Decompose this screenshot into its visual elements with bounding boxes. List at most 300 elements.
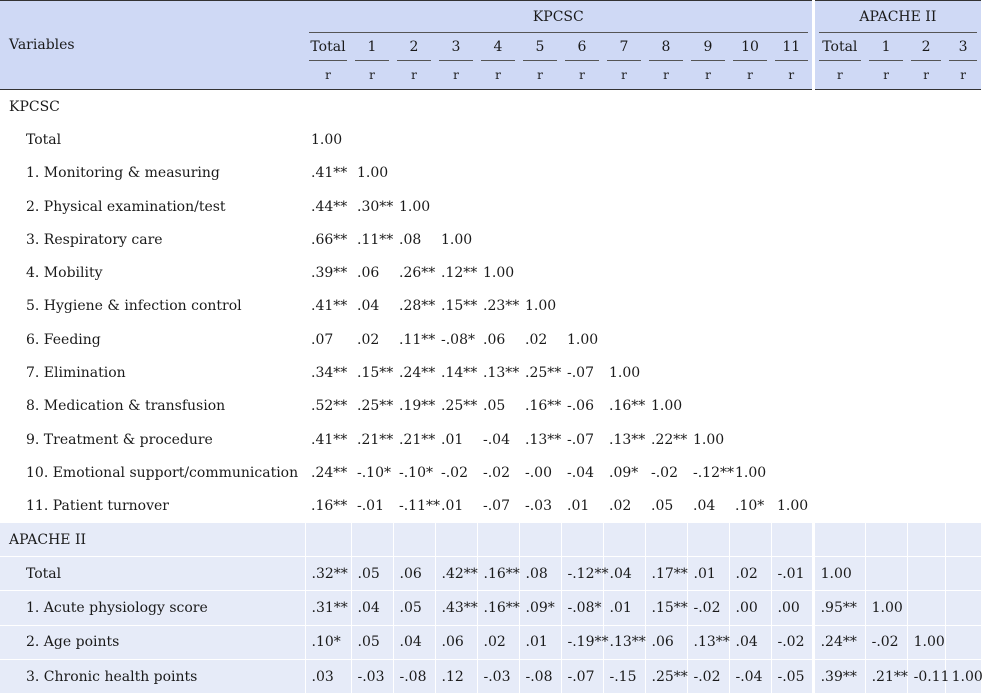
stat-label: r [579, 68, 585, 82]
apache-group-header: APACHE II [813, 1, 981, 34]
table-row [0, 557, 981, 591]
correlation-cell [813, 123, 865, 156]
correlation-cell: .01 [687, 557, 729, 591]
correlation-cell: .13** [609, 431, 646, 448]
col-header: 2 [393, 33, 435, 61]
table-row [0, 625, 981, 659]
correlation-cell: -0.11 [907, 660, 945, 694]
correlation-cell: 1.00 [865, 591, 907, 625]
correlation-cell: -.06 [567, 398, 594, 415]
apache-section [0, 523, 981, 694]
correlation-cell [477, 157, 519, 190]
correlation-cell: 1.00 [907, 625, 945, 659]
correlation-cell [813, 157, 865, 190]
correlation-cell: .17** [645, 557, 687, 591]
correlation-cell: -.08 [393, 660, 435, 694]
correlation-cell: 1.00 [609, 365, 641, 382]
correlation-cell [771, 456, 813, 489]
correlation-cell: -.05 [771, 660, 813, 694]
row-label: 3. Chronic health points [0, 660, 305, 694]
col-header: 3 [435, 33, 477, 61]
correlation-cell [813, 323, 865, 356]
correlation-cell [865, 290, 907, 323]
correlation-cell [771, 223, 813, 256]
stat-label: r [923, 68, 929, 82]
correlation-cell [561, 290, 603, 323]
correlation-cell [945, 423, 981, 456]
correlation-cell [435, 123, 477, 156]
correlation-cell [603, 290, 645, 323]
correlation-cell [865, 190, 907, 223]
correlation-cell: .13** [603, 625, 645, 659]
correlation-cell [687, 390, 729, 423]
correlation-cell: .00 [729, 591, 771, 625]
table-row [0, 456, 981, 489]
col-header: 1 [865, 33, 907, 61]
correlation-cell: .28** [399, 298, 436, 315]
correlation-cell [771, 190, 813, 223]
correlation-cell [813, 390, 865, 423]
correlation-cell [603, 223, 645, 256]
row-label: 3. Respiratory care [26, 231, 163, 248]
table-row [0, 356, 981, 389]
correlation-cell [729, 323, 771, 356]
correlation-cell [687, 223, 729, 256]
correlation-cell: 1.00 [735, 464, 767, 481]
correlation-cell: .04 [351, 591, 393, 625]
correlation-cell: .34** [311, 365, 348, 382]
section-title: APACHE II [0, 523, 305, 557]
correlation-cell [945, 223, 981, 256]
stat-label: r [411, 68, 417, 82]
correlation-cell [865, 490, 907, 523]
correlation-cell: .05 [351, 625, 393, 659]
correlation-cell: .25** [441, 398, 478, 415]
correlation-cell: .39** [311, 265, 348, 282]
correlation-cell: .01 [441, 431, 464, 448]
row-label: 1. Monitoring & measuring [26, 165, 220, 182]
correlation-cell [771, 356, 813, 389]
correlation-cell: -.19** [561, 625, 603, 659]
correlation-cell: .52** [311, 398, 348, 415]
correlation-cell [771, 290, 813, 323]
correlation-cell [945, 625, 981, 659]
correlation-cell [907, 223, 945, 256]
correlation-cell: .41** [311, 298, 348, 315]
correlation-cell [729, 356, 771, 389]
correlation-cell [813, 256, 865, 289]
correlation-cell [519, 157, 561, 190]
correlation-cell [907, 190, 945, 223]
correlation-cell [477, 190, 519, 223]
correlation-cell: .66** [311, 231, 348, 248]
correlation-cell: -.00 [525, 464, 552, 481]
correlation-cell [945, 591, 981, 625]
stat-label: r [788, 68, 795, 82]
row-label: 5. Hygiene & infection control [26, 298, 242, 315]
correlation-cell [729, 290, 771, 323]
correlation-cell: 1.00 [777, 498, 809, 515]
col-header: 8 [645, 33, 687, 61]
correlation-cell: .31** [305, 591, 351, 625]
col-header: 1 [351, 33, 393, 61]
correlation-cell [687, 256, 729, 289]
correlation-cell [771, 323, 813, 356]
correlation-cell [519, 190, 561, 223]
correlation-cell: -.01 [771, 557, 813, 591]
col-header: 10 [729, 33, 771, 61]
correlation-cell [351, 123, 393, 156]
correlation-cell: -.04 [567, 464, 594, 481]
correlation-cell: .19** [399, 398, 436, 415]
row-label: 9. Treatment & procedure [26, 431, 213, 448]
correlation-cell: .16** [477, 557, 519, 591]
col-header: 2 [907, 33, 945, 61]
table-row [0, 390, 981, 423]
correlation-cell: .21** [865, 660, 907, 694]
table-row [0, 290, 981, 323]
row-label: 4. Mobility [26, 265, 103, 282]
row-label: 8. Medication & transfusion [26, 398, 226, 415]
row-label: 6. Feeding [26, 331, 101, 348]
correlation-cell [771, 256, 813, 289]
correlation-cell: -.02 [651, 464, 678, 481]
correlation-cell: -.02 [771, 625, 813, 659]
correlation-cell: .01 [567, 498, 590, 515]
correlation-cell: -.08* [441, 331, 475, 348]
correlation-cell: -.10* [357, 464, 391, 481]
correlation-cell [687, 123, 729, 156]
correlation-cell: .06 [483, 331, 506, 348]
correlation-cell [603, 323, 645, 356]
row-label: Total [0, 557, 305, 591]
correlation-cell: .24** [813, 625, 865, 659]
correlation-cell [907, 390, 945, 423]
correlation-cell [519, 123, 561, 156]
correlation-cell: .10* [735, 498, 765, 515]
correlation-cell: .21** [357, 431, 394, 448]
correlation-cell: .05 [483, 398, 506, 415]
stat-label: r [883, 68, 889, 82]
correlation-cell: .15** [357, 365, 394, 382]
correlation-cell: .24** [399, 365, 436, 382]
table-row [0, 490, 981, 523]
correlation-cell: 1.00 [945, 660, 981, 694]
correlation-cell [865, 356, 907, 389]
kpcsc-section [0, 90, 981, 523]
correlation-cell [477, 223, 519, 256]
col-header: 7 [603, 33, 645, 61]
row-label: 2. Age points [0, 625, 305, 659]
row-label: 11. Patient turnover [26, 498, 170, 515]
correlation-cell [519, 256, 561, 289]
stat-label: r [663, 68, 669, 82]
correlation-cell: .13** [687, 625, 729, 659]
correlation-cell: .08 [519, 557, 561, 591]
correlation-cell [729, 157, 771, 190]
correlation-cell [907, 456, 945, 489]
correlation-cell: .41** [311, 431, 348, 448]
correlation-cell [771, 423, 813, 456]
correlation-cell: -.15 [603, 660, 645, 694]
correlation-cell: .00 [771, 591, 813, 625]
col-header: 11 [771, 33, 813, 61]
correlation-cell [519, 223, 561, 256]
stat-label: r [325, 68, 331, 82]
correlation-cell: .06 [357, 265, 380, 282]
correlation-cell [907, 290, 945, 323]
correlation-cell [945, 490, 981, 523]
correlation-cell: .04 [393, 625, 435, 659]
correlation-cell: -.07 [567, 365, 594, 382]
correlation-cell: .16** [311, 498, 348, 515]
correlation-cell: -.03 [351, 660, 393, 694]
correlation-cell: -.01 [357, 498, 384, 515]
correlation-cell: 1.00 [651, 398, 683, 415]
correlation-cell: .02 [357, 331, 380, 348]
kpcsc-group-header: KPCSC [305, 1, 813, 34]
correlation-cell: .39** [813, 660, 865, 694]
correlation-cell: -.03 [477, 660, 519, 694]
correlation-cell [945, 557, 981, 591]
correlation-cell: .12** [441, 265, 478, 282]
row-label: 1. Acute physiology score [0, 591, 305, 625]
correlation-cell [561, 123, 603, 156]
correlation-cell [907, 591, 945, 625]
section-title-row [0, 90, 981, 124]
correlation-cell: .05 [393, 591, 435, 625]
col-header: 3 [945, 33, 981, 61]
correlation-cell: 1.00 [441, 231, 473, 248]
correlation-cell [393, 123, 435, 156]
correlation-cell: .07 [311, 331, 334, 348]
correlation-cell [561, 157, 603, 190]
correlation-cell: 1.00 [483, 265, 515, 282]
correlation-cell [813, 423, 865, 456]
correlation-cell [435, 157, 477, 190]
correlation-cell: .14** [441, 365, 478, 382]
correlation-cell [729, 423, 771, 456]
correlation-cell [771, 157, 813, 190]
correlation-cell: .04 [729, 625, 771, 659]
correlation-cell [687, 290, 729, 323]
correlation-cell [729, 223, 771, 256]
correlation-cell: .12 [435, 660, 477, 694]
correlation-cell: -.11** [399, 498, 440, 515]
correlation-cell: 1.00 [567, 331, 599, 348]
correlation-cell: .01 [519, 625, 561, 659]
correlation-cell: .95** [813, 591, 865, 625]
correlation-cell: -.04 [729, 660, 771, 694]
correlation-cell [645, 356, 687, 389]
correlation-cell: .04 [693, 498, 716, 515]
correlation-cell: .02 [477, 625, 519, 659]
correlation-cell [645, 290, 687, 323]
correlation-cell: .21** [399, 431, 436, 448]
correlation-cell [603, 123, 645, 156]
correlation-cell: -.12** [693, 464, 734, 481]
correlation-cell: -.07 [561, 660, 603, 694]
table-row [0, 190, 981, 223]
correlation-cell: .04 [357, 298, 380, 315]
stat-label: r [813, 61, 865, 90]
correlation-cell: .42** [435, 557, 477, 591]
correlation-cell: .24** [311, 464, 348, 481]
correlation-cell [813, 456, 865, 489]
correlation-cell: .06 [645, 625, 687, 659]
correlation-cell: .44** [311, 198, 348, 215]
correlation-cell [645, 190, 687, 223]
correlation-cell [865, 223, 907, 256]
correlation-cell: .09* [519, 591, 561, 625]
stat-label: r [537, 68, 543, 82]
correlation-cell: .41** [311, 165, 348, 182]
correlation-cell: -.08* [561, 591, 603, 625]
correlation-cell: .25** [525, 365, 562, 382]
correlation-cell [477, 123, 519, 156]
correlation-cell: .15** [645, 591, 687, 625]
table-row [0, 123, 981, 156]
correlation-cell [945, 456, 981, 489]
correlation-cell [687, 356, 729, 389]
correlation-cell: .06 [393, 557, 435, 591]
correlation-cell: .13** [525, 431, 562, 448]
correlation-cell: -.02 [687, 591, 729, 625]
row-label: 7. Elimination [26, 365, 126, 382]
col-header: 5 [519, 33, 561, 61]
correlation-cell: .26** [399, 265, 436, 282]
correlation-cell [729, 390, 771, 423]
stat-label: r [495, 68, 501, 82]
correlation-cell: -.02 [483, 464, 510, 481]
correlation-cell: .11** [399, 331, 436, 348]
col-header: 4 [477, 33, 519, 61]
row-label: 10. Emotional support/communication [26, 464, 299, 481]
correlation-cell: .02 [609, 498, 632, 515]
correlation-cell: .08 [399, 231, 422, 248]
correlation-cell: -.04 [483, 431, 510, 448]
correlation-cell: .05 [351, 557, 393, 591]
correlation-cell: -.12** [561, 557, 603, 591]
stat-label: r [960, 68, 966, 82]
correlation-cell: -.02 [441, 464, 468, 481]
correlation-cell [907, 256, 945, 289]
correlation-cell [393, 157, 435, 190]
correlation-cell: -.02 [687, 660, 729, 694]
correlation-cell: 1.00 [311, 131, 343, 148]
correlation-cell: .23** [483, 298, 520, 315]
correlation-cell: .13** [483, 365, 520, 382]
correlation-cell: .01 [441, 498, 464, 515]
correlation-cell [907, 557, 945, 591]
correlation-cell [561, 190, 603, 223]
correlation-cell: .06 [435, 625, 477, 659]
correlation-cell [813, 223, 865, 256]
correlation-cell [813, 190, 865, 223]
table-row [0, 256, 981, 289]
correlation-cell: .16** [477, 591, 519, 625]
table-header [0, 1, 981, 90]
correlation-cell [865, 123, 907, 156]
table-row [0, 423, 981, 456]
correlation-cell: .03 [305, 660, 351, 694]
row-label: Total [26, 131, 62, 148]
table-row [0, 660, 981, 694]
correlation-cell [865, 323, 907, 356]
correlation-cell: .11** [357, 231, 394, 248]
correlation-cell [945, 390, 981, 423]
correlation-cell [865, 256, 907, 289]
correlation-cell [687, 157, 729, 190]
correlation-cell: .25** [645, 660, 687, 694]
correlation-cell: .04 [603, 557, 645, 591]
correlation-cell [907, 490, 945, 523]
correlation-cell: .30** [357, 198, 394, 215]
correlation-cell [865, 557, 907, 591]
correlation-cell: .05 [651, 498, 674, 515]
correlation-cell: 1.00 [813, 557, 865, 591]
correlation-cell: 1.00 [693, 431, 725, 448]
correlation-cell [945, 123, 981, 156]
stat-label: r [369, 68, 375, 82]
correlation-cell: -.07 [567, 431, 594, 448]
stat-label: r [747, 68, 753, 82]
correlation-cell [945, 323, 981, 356]
correlation-cell [435, 190, 477, 223]
stat-label: r [705, 68, 711, 82]
correlation-cell [645, 223, 687, 256]
correlation-cell [729, 256, 771, 289]
correlation-cell [865, 456, 907, 489]
correlation-cell: 1.00 [357, 165, 389, 182]
correlation-cell [865, 157, 907, 190]
correlation-cell: .32** [305, 557, 351, 591]
col-header: 9 [687, 33, 729, 61]
correlation-cell [771, 123, 813, 156]
correlation-cell [907, 356, 945, 389]
correlation-cell: -.10* [399, 464, 433, 481]
correlation-cell [813, 356, 865, 389]
correlation-cell [645, 323, 687, 356]
correlation-cell [771, 390, 813, 423]
table-row [0, 591, 981, 625]
correlation-cell: 1.00 [399, 198, 431, 215]
correlation-cell [907, 323, 945, 356]
correlation-cell [645, 256, 687, 289]
correlation-cell [865, 423, 907, 456]
section-title-row [0, 523, 981, 557]
correlation-cell [865, 390, 907, 423]
correlation-cell: 1.00 [525, 298, 557, 315]
correlation-cell: -.03 [525, 498, 552, 515]
correlation-cell: .15** [441, 298, 478, 315]
correlation-cell [687, 323, 729, 356]
correlation-cell [645, 157, 687, 190]
col-header: Total [813, 33, 865, 61]
row-label: 2. Physical examination/test [26, 198, 226, 215]
correlation-cell [945, 190, 981, 223]
correlation-cell [603, 256, 645, 289]
correlation-cell: -.02 [865, 625, 907, 659]
correlation-cell: .02 [525, 331, 548, 348]
correlation-cell: .02 [729, 557, 771, 591]
correlation-cell [729, 123, 771, 156]
correlation-cell: .22** [651, 431, 688, 448]
correlation-cell [561, 223, 603, 256]
correlation-cell: .16** [609, 398, 646, 415]
table-row [0, 223, 981, 256]
correlation-cell [603, 157, 645, 190]
